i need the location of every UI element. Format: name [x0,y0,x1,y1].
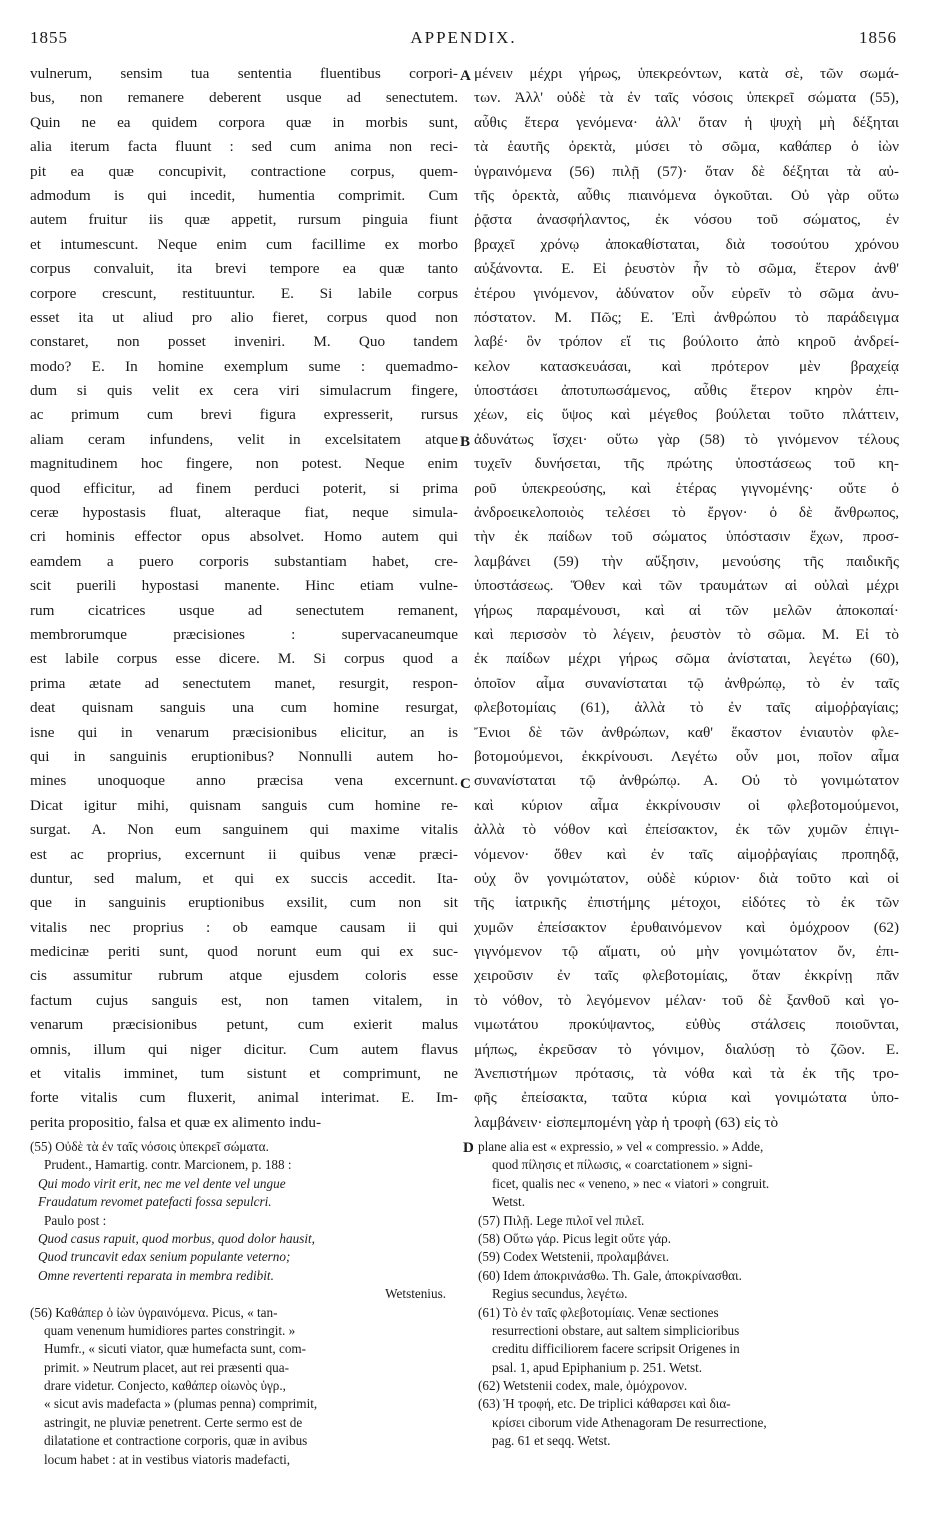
latin-text-line: et intumescunt. Neque enim cum facillime ex morbo [30,235,458,253]
footnote-line: astringit, ne pluviæ penetrent. Certe sermo est de [44,1414,303,1430]
latin-text-line: que in sanguinis eruptionibus exsilit, cum non sit [30,894,458,912]
latin-text-line: cis assumitur rubrum atque ejusdem coloris esse [30,967,458,985]
footnote-line: (58) Οὕτω γάρ. Picus legit οὔτε γάρ. [478,1230,671,1246]
latin-text-line: rum cicatrices usque ad senectutem remanent, [30,601,458,619]
margin-letter-c: C [460,776,471,792]
latin-text-line: vulnerum, sensim tua sententia fluentibus corpori- [30,65,458,82]
footnote-line: (59) Codex Wetstenii, προλαμβάνει. [478,1249,669,1265]
footnote-line: resurrectioni obstare, aut saltem simplicioribus [492,1322,740,1338]
footnote-line: (62) Wetstenii codex, male, ὁμόχρονον. [478,1378,688,1394]
latin-text-line: forte vitalis cum fluxerit, animal interimat. E. Im- [30,1089,458,1107]
footnote-line: creditu difficiliorem facere scripsit Origenes in [492,1341,740,1357]
page-number-right: 1856 [859,28,897,47]
footnote-line: (57) Πιλῇ. Lege πιλοῖ vel πιλεῖ. [478,1212,645,1228]
latin-text-line: modo? E. In homine exemplum sume : quemadmo- [30,357,458,375]
footnote-line: Wetstenius. [385,1286,446,1302]
greek-text-line: φῆς ἐπείσακτα, ταῦτα κύρια καὶ γονιμώτατα ὑπο- [474,1089,899,1107]
greek-text-line: ὑποστάσει ἀποτυπωσάμενος, αὖθις ἕτερον κηρὸν ἐπι- [474,382,899,400]
footnote-line: Quod casus rapuit, quod morbus, quod dolor hausit, [38,1230,315,1246]
greek-text-line: τῆς ὀρεκτὰ, αὖθις πιαινόμενα ὀγκοῦται. Οὐ γὰρ οὕτω [474,186,899,204]
greek-text-line: βραχεῖ χρόνῳ ἀποκαθίσταται, διὰ τοσούτου χρόνου [474,235,899,253]
greek-text-line: ῥᾷστα ἀνασφήλαντος, ἐκ νόσου τοῦ σώματος, ἐν [474,211,899,229]
latin-text-line: factum cujus sanguis est, non tamen vitalem, in [30,991,458,1009]
greek-text-line: μένειν μέχρι γήρως, ὑπεκρεόντων, κατὰ σὲ, τῶν σωμά- [474,65,899,82]
footnote-line: (60) Idem ἀποκρινάσθω. Th. Gale, ἀποκρίνασθαι. [478,1267,742,1283]
footnote-line: Quod truncavit edax senium populante veterno; [38,1249,291,1265]
latin-text-line: scit puerili hypostasi manente. Hinc etiam vulne- [30,577,458,595]
greek-text-line: ροῦ ὑπεκρεούσης, καὶ ἑτέρας γιγνομένης· οὔτε ὁ [474,479,899,497]
greek-text-line: τὸ νόθον, τὸ λεγόμενον μέλαν· τοῦ δὲ ξανθοῦ καὶ γο- [474,991,899,1009]
greek-text-line: βοτομούμενοι, ἐκκρίνουσι. Λεγέτω οὖν μοι, ποῖον αἷμα [474,747,899,765]
footnote-line: Omne revertenti reparata in membra redibit. [38,1267,274,1283]
greek-text-line: μήπως, ἐκρεῦσαν τὸ γόνιμον, διαλύσῃ τὸ ζῶον. Ε. [474,1040,899,1058]
latin-text-line: membrorumque præcisiones : supervacaneumque [30,625,458,643]
latin-text-line: cri hominis effector opus absolvet. Homo autem qui [30,528,458,546]
footnote-line: Humfr., « sicuti viator, quæ humefacta sunt, com- [44,1341,307,1357]
footnote-line: primit. » Neutrum placet, aut rei præsenti qua- [44,1359,289,1375]
greek-text-line: λαμβάνει (59) τὴν αὔξησιν, μενούσης τῆς παιδικῆς [474,552,899,570]
latin-text-line: corpus convaluit, ita brevi tempore ea quæ tanto [30,260,458,278]
footnote-line: Fraudatum revomet patefacti fossa sepulcri. [38,1194,272,1210]
margin-letter-b: B [460,434,471,450]
latin-text-line: Dicat igitur mihi, quisnam sanguis cum homine re- [30,796,458,814]
footnote-line: drare videtur. Conjecto, καθάπερ οἰωνὸς ὑγρ., [44,1378,286,1394]
greek-text-line: λαμβάνειν· εἰσπεμπομένη γὰρ ἡ τροφὴ (63) εἰς τὸ [474,1113,779,1131]
latin-text-line: mines unoquoque anno præcisa vena excernunt. [30,772,458,790]
footnote-line: (55) Οὐδὲ τὰ ἐν ταῖς νόσοις ὑπεκρεῖ σώματα. [30,1139,269,1154]
greek-text-line: τῆς ἰατρικῆς ἐπιστήμης μέτοχοι, εἰδότες τὸ ἐκ τῶν [474,894,899,912]
greek-text-line: οὐχ ὃν γονιμώτατον, οὐδὲ κύριον· διὰ τοῦτο καὶ οἱ [474,869,899,887]
greek-text-line: ὁποῖον αἷμα συνανίσταται τῷ ἀνθρώπῳ, τὸ ἐν ταῖς [474,674,899,692]
footnote-line: pag. 61 et seqq. Wetst. [492,1433,611,1449]
greek-text-line: λαβέ· ὃν τρόπον εἴ τις βούλοιτο ἀπὸ κηροῦ ἀνδρεί- [474,333,899,351]
greek-text-line: γιγνόμενον τῷ αἵματι, οὐ μὴν γονιμώτατον ὄν, ἐπι- [474,943,899,961]
greek-text-line: ὑγραινόμενα (56) πιλῇ (57)· ὅταν δὲ δέξηται τὰ αὐ- [474,162,899,180]
footnote-line: Wetst. [492,1194,525,1210]
footnotes-right [478,1138,898,1451]
latin-text-line: dum si quis velit ex cera viri simulacrum fingere, [30,382,458,400]
greek-text-line: τὴν ἐκ παίδων τοῦ σώματος ὑπόστασιν ἔχων, προσ- [474,528,899,546]
latin-text-line: ceræ hypostasis fluat, alteraque fiat, neque simula- [30,504,458,522]
latin-text-line: omnis, illum qui niger dicitur. Cum autem flavus [30,1040,458,1058]
footnote-line: Regius secundus, λεγέτω. [492,1286,628,1302]
greek-text-line: κελον κατασκευάσαι, καὶ πρότερον μὲν βραχείᾳ [474,357,899,375]
greek-text-line: πόστατον. Μ. Πῶς; Ε. Ἐπὶ ἀνθρώπου τὸ παράδειγμα [474,308,899,326]
footnote-line: ficet, qualis nec « veneno, » nec « viatori » congruit. [492,1175,770,1191]
greek-text-line: ἀλλὰ τὸ νόθον καὶ ἐπείσακτον, ἐκ τῶν χυμῶν ἐπιγι- [474,821,899,839]
latin-text-line: ac primum cum brevi figura expresserit, rursus [30,406,458,424]
greek-text-line: φλεβοτομίαις (61), ἀλλὰ τὸ ἐν ταῖς αἱμοῤῥαγίαις; [474,699,899,717]
latin-text-line: bus, non remanere deberent usque ad senectutem. [30,89,458,107]
greek-text-line: ἐκ παίδων μέχρι γήρως σῶμα ἀνίσταται, λεγέτω (60), [474,650,899,668]
footnote-line: Prudent., Hamartig. contr. Marcionem, p. 188 : [44,1157,292,1173]
greek-column [474,62,899,1135]
greek-text-line: τυχεῖν δυνήσεται, τῆς πρώτης ὑποστάσεως τοῦ κη- [474,455,899,473]
latin-text-line: magnitudinem hoc fingere, non potest. Neque enim [30,455,458,473]
latin-text-line: duntur, sed malum, et qui ex succis accedit. Ita- [30,869,458,887]
latin-text-line: Quin ne ea quidem corpora quæ in morbis sunt, [30,113,458,131]
latin-text-line: prima ætate ad senectutem manet, resurgit, respon- [30,674,458,692]
footnote-line: (56) Καθάπερ ὁ ἰὼν ὑγραινόμενα. Picus, « tan- [30,1304,278,1320]
latin-text-line: constaret, non posset inveniri. M. Quo tandem [30,333,458,351]
greek-text-line: νιμωτάτου προκύψαντος, εὐθὺς στάλσεις ποιοῦνται, [474,1016,899,1034]
greek-text-line: νόμενον· ὅθεν καὶ ἐν ταῖς αἱμοῤῥαγίαις προπηδᾷ, [474,845,899,863]
running-title: APPENDIX. [410,28,517,47]
latin-text-line: perita propositio, falsa et quæ ex alimento indu- [30,1113,322,1131]
greek-text-line: καὶ κύριον αἷμα ἐκκρίνουσιν οἱ φλεβοτομούμενοι, [474,796,899,814]
footnote-line: κρίσει ciborum vide Athenagoram De resurrectione, [492,1414,767,1430]
footnote-line: Qui modo virit erit, nec me vel dente vel ungue [38,1175,286,1191]
footnote-line: plane alia est « expressio, » vel « compressio. » Adde, [478,1139,764,1154]
latin-text-line: venarum præcisionibus petunt, cum exierit malus [30,1016,458,1034]
latin-text-line: quod efficitur, ad finem perduci poterit, si prima [30,479,458,497]
latin-text-line: alia iterum facta fluunt : sed cum anima non reci- [30,138,458,156]
greek-text-line: αὐξάνοντα. Ε. Εἰ ῥευστὸν ἦν τὸ σῶμα, ἕτερον ἀνθ' [474,260,899,278]
greek-text-line: ἑτέρου γινόμενον, ἀδύνατον οὖν εὑρεῖν τὸ σῶμα ἀνυ- [474,284,899,302]
latin-text-line: vitalis nec proprius : ob eamque causam ii qui [30,918,458,936]
greek-text-line: ἀδυνάτως ἴσχει· οὕτω γὰρ (58) τὸ γινόμενον τέλους [474,430,899,448]
footnote-line: quam venenum humidiores partes constringit. » [44,1322,296,1338]
latin-text-line: et vitalis imminet, tum sistunt et comprimunt, ne [30,1065,458,1083]
greek-text-line: χυμῶν ἐπείσακτον ἐρυθαινόμενον καὶ ὁμόχροον (62) [474,918,899,936]
greek-text-line: χέων, εἰς ὕψος καὶ μέγεθος βούλεται τοῦτο πλάττειν, [474,406,899,424]
latin-text-line: medicinæ periti sunt, quod norunt eum qui ex suc- [30,943,458,961]
latin-text-line: pit ea quæ concupivit, contractione corpus, quem- [30,162,458,180]
greek-text-line: ὑποστάσεως. Ὅθεν καὶ τῶν τραυμάτων αἱ οὐλαὶ μέχρι [474,577,899,595]
greek-text-line: αὖθις ἕτερα γενόμενα· ἀλλ' ὅταν ἡ ψυχὴ μὴ δέξηται [474,113,899,131]
footnote-line: psal. 1, apud Epiphanium p. 251. Wetst. [492,1359,703,1375]
greek-text-line: Ἔνιοι δὲ τῶν ἀνθρώπων, καθ' ἕκαστον ἐνιαυτὸν φλε- [474,723,899,741]
latin-text-line: qui in sanguinis eruptionibus? Nonnulli autem ho- [30,747,458,765]
latin-text-line: est labile corpus esse dicere. M. Si corpus quod a [30,650,458,668]
footnote-line: (63) Ἡ τροφή, etc. De triplici κάθαρσει καὶ δια- [478,1396,731,1412]
footnote-line: quod πίλησις et πίλωσις, « coarctationem » signi- [492,1157,753,1173]
footnote-line: dilatatione et contractione corporis, quæ in avibus [44,1433,308,1449]
footnote-line: « sicut avis madefacta » (plumas penna) comprimit, [44,1396,318,1412]
latin-text-line: eamdem a puero corporis substantiam habet, cre- [30,552,458,570]
footnote-line: Paulo post : [44,1212,107,1228]
latin-text-line: aliam ceram infundens, velit in excelsitatem atque [30,430,458,448]
latin-text-line: corpore crescunt, restituuntur. E. Si labile corpus [30,284,458,302]
latin-text-line: est ac proprius, excernunt ii quibus venæ præci- [30,845,458,863]
footnotes-left [30,1138,460,1469]
margin-letter-d: D [463,1140,474,1156]
greek-text-line: συνανίσταται τῷ ἀνθρώπῳ. Α. Οὐ τὸ γονιμώτατον [474,772,899,790]
footnote-line: locum habet : at in vestibus viatoris madefacti, [44,1451,291,1467]
greek-text-line: ἀνδροεικελοποιὸς τελέσει τὸ ἔργον· ὁ δὲ ἄνθρωπος, [474,504,899,522]
latin-text-line: deat quisnam sanguis una cum homine resurgat, [30,699,458,717]
latin-text-line: surgat. A. Non eum sanguinem qui maxime vitalis [30,821,458,839]
latin-text-line: admodum is qui incedit, humentia comprimit. Cum [30,186,458,204]
latin-text-line: autem fruitur iis quæ appetit, rursum pinguia fiunt [30,211,458,229]
page-number-left: 1855 [30,28,68,47]
margin-letter-a: A [460,68,471,84]
running-header [30,28,897,54]
latin-text-line: esset ita ut aliud pro alio fieret, corpus quod non [30,308,458,326]
greek-text-line: καὶ περισσὸν τὸ λέγειν, ῥευστὸν τὸ σῶμα. Μ. Εἰ τὸ [474,625,899,643]
greek-text-line: Ἀνεπιστήμων πρότασις, τὰ νόθα καὶ τὰ ἐκ τῆς τρο- [474,1065,899,1083]
greek-text-line: των. Ἀλλ' οὐδὲ τὰ ἐν ταῖς νόσοις ὑπεκρεῖ σώματα (55), [474,89,899,107]
footnote-line: (61) Τὸ ἐν ταῖς φλεβοτομίαις. Venæ sectiones [478,1304,719,1320]
latin-text-line: isne qui in venarum præcisionibus elicitur, an is [30,723,458,741]
latin-column [30,62,458,1135]
greek-text-line: τὰ ἑαυτῆς ὀρεκτὰ, μύσει τὸ σῶμα, καθάπερ ὁ ἰὼν [474,138,899,156]
greek-text-line: χειροῦσιν ἐν ταῖς φλεβοτομίαις, ὅταν ἐκκρίνῃ πᾶν [474,967,899,985]
greek-text-line: γήρως παραμένουσι, καὶ αἱ τῶν μελῶν ἀποκοπαί· [474,601,899,619]
